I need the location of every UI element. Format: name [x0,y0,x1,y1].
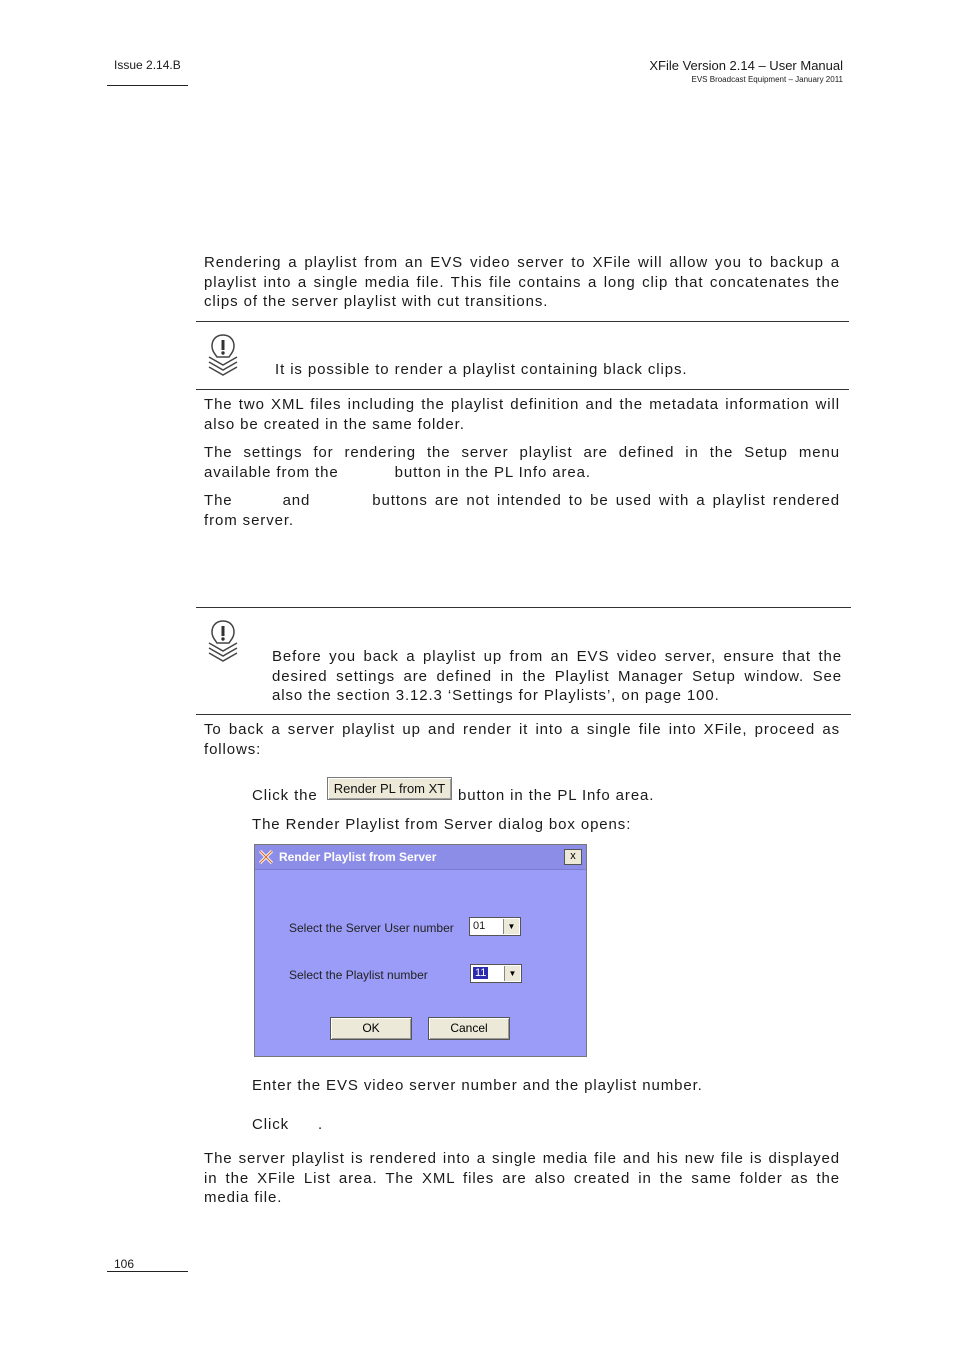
evs-x-icon [259,850,273,864]
step2-text: Enter the EVS video server number and the playlist number. [252,1077,703,1094]
step3-text-a: Click [252,1116,289,1133]
step1-result: The Render Playlist from Server dialog box opens: [252,816,632,833]
chevron-down-icon[interactable]: ▼ [504,966,520,981]
buttons-text-b: and [282,492,311,509]
header-rule [107,85,188,86]
playlist-select[interactable] [470,964,522,983]
buttons-text-c: buttons are not intended to be used with a playlist rendered from server. [204,492,840,529]
dialog-titlebar [255,845,586,870]
ok-button[interactable]: OK [330,1017,412,1040]
running-header [649,58,843,84]
step3-text-b: . [318,1116,324,1133]
note-bottom-rule [196,389,849,390]
xml-files-paragraph: The two XML files including the playlist definition and the metadata information will also be created in the same folder. [204,396,840,433]
page-number: 106 [114,1257,135,1271]
render-pl-from-xt-button[interactable]: Render PL from XT [327,777,452,800]
buttons-text-a: The [204,492,233,509]
footer-rule [107,1271,188,1272]
step1-text-b: button in the PL Info area. [458,787,655,804]
note-settings: Before you back a playlist up from an EVS video server, ensure that the desired settings are defined in the Playlist Manager Setup window. See also the section 3.12.3 ‘Settings for Playlists’, on page 100. [272,648,842,704]
conclusion-paragraph: The server playlist is rendered into a single media file and his new file is displayed in the XFile List area. The XML files are also created in the same folder as the media file. [204,1150,840,1206]
server-user-value: 01 [473,920,486,932]
buttons-paragraph [204,491,840,530]
cancel-button[interactable]: Cancel [428,1017,510,1040]
manual-title: XFile Version 2.14 – User Manual [649,58,843,73]
playlist-label: Select the Playlist number [289,968,428,982]
playlist-value: 11 [475,967,487,979]
settings-text-b: button in the PL Info area. [394,463,591,481]
note2-bottom-rule [196,714,851,715]
close-icon[interactable]: x [564,849,582,865]
chevron-down-icon[interactable]: ▼ [503,919,519,934]
note-top-rule [196,321,849,322]
settings-text-a: The settings for rendering the server playlist are defined in the Setup menu available from the [204,444,840,481]
proceed-paragraph: To back a server playlist up and render it into a single file into XFile, proceed as follows: [204,721,840,758]
manual-subtitle: EVS Broadcast Equipment – January 2011 [691,75,843,84]
server-user-label: Select the Server User number [289,921,454,935]
note-icon [206,333,240,377]
settings-paragraph [204,443,840,482]
note2-top-rule [196,607,851,608]
intro-paragraph: Rendering a playlist from an EVS video server to XFile will allow you to backup a playlist into a single media file. This file contains a long clip that concatenates the clips of the server playlist with cut transitions. [204,254,840,310]
note-black-clips: It is possible to render a playlist containing black clips. [275,361,688,378]
server-user-select[interactable] [469,917,521,936]
issue-label: Issue 2.14.B [114,58,181,72]
dialog-title: Render Playlist from Server [279,850,437,864]
step1-text-a: Click the [252,787,318,804]
note-icon [206,619,240,663]
render-playlist-dialog [254,844,587,1057]
